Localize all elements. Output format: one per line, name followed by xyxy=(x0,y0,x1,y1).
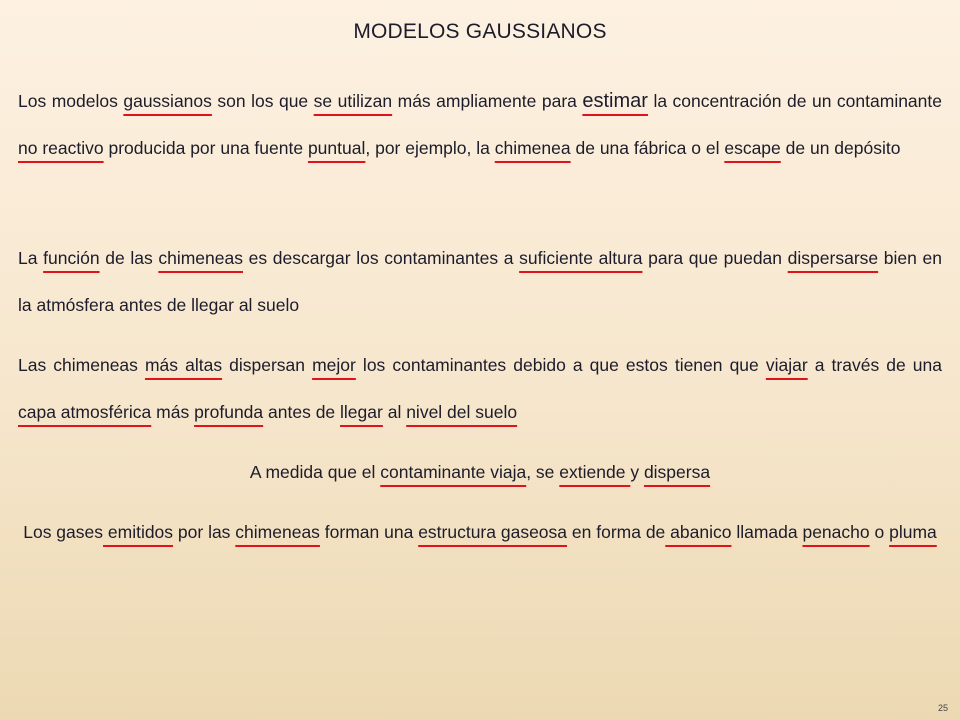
text-segment: , se xyxy=(526,462,560,482)
underlined-term: abanico xyxy=(665,522,732,542)
text-segment: los contaminantes debido a que estos tienen que xyxy=(355,355,766,375)
paragraph-chimney-function xyxy=(18,235,942,328)
underlined-term: no reactivo xyxy=(18,137,104,158)
underlined-term: llegar xyxy=(340,401,383,422)
text-segment: La xyxy=(18,248,44,268)
text-segment: forman una xyxy=(319,522,419,542)
text-segment: y xyxy=(630,462,644,482)
text-segment: antes de xyxy=(263,401,341,422)
underlined-term: nivel del suelo xyxy=(406,401,518,422)
text-segment: por las xyxy=(173,522,236,542)
text-segment: de un depósito xyxy=(780,137,901,158)
underlined-term: mejor xyxy=(312,355,356,375)
text-segment: de las xyxy=(99,248,159,268)
text-segment: Los modelos xyxy=(18,91,124,111)
text-segment: la concentración de un contaminante xyxy=(647,91,942,111)
text-segment: de una fábrica o el xyxy=(570,137,725,158)
text-segment: son los que xyxy=(211,91,314,111)
text-segment: , por ejemplo, la xyxy=(365,137,495,158)
slide-title: MODELOS GAUSSIANOS xyxy=(353,20,607,43)
page-number: 25 xyxy=(937,703,948,713)
underlined-term: gaussianos xyxy=(123,91,212,111)
underlined-term: puntual xyxy=(307,137,366,158)
underlined-term: pluma xyxy=(889,522,937,542)
text-segment: a través de una xyxy=(807,355,942,375)
paragraph-gaussian-models xyxy=(18,78,942,171)
underlined-term: chimeneas xyxy=(235,522,320,542)
text-segment: al xyxy=(382,401,407,422)
text-segment: A medida que el xyxy=(249,462,381,482)
underlined-term: dispersa xyxy=(643,462,711,482)
underlined-term: profunda xyxy=(194,401,264,422)
underlined-term: viajar xyxy=(765,355,808,375)
underlined-term: dispersarse xyxy=(787,248,879,268)
paragraph-taller-chimneys xyxy=(18,342,942,435)
text-segment: más ampliamente para xyxy=(392,91,583,111)
underlined-term: estructura gaseosa xyxy=(418,522,568,542)
underlined-term: estimar xyxy=(582,90,648,112)
underlined-term: capa atmosférica xyxy=(18,401,152,422)
underlined-term: escape xyxy=(724,137,781,158)
text-segment: llamada xyxy=(731,522,803,542)
paragraph-plume xyxy=(18,509,942,556)
text-segment: Las chimeneas xyxy=(18,355,145,375)
underlined-term: penacho xyxy=(802,522,870,542)
underlined-term: chimenea xyxy=(494,137,571,158)
text-segment: o xyxy=(869,522,890,542)
underlined-term: función xyxy=(43,248,100,268)
underlined-term: emitidos xyxy=(103,522,174,542)
text-segment: producida por una fuente xyxy=(103,137,308,158)
text-segment: en forma de xyxy=(567,522,666,542)
text-segment: dispersan xyxy=(222,355,313,375)
underlined-term: suficiente altura xyxy=(519,248,643,268)
underlined-term: se utilizan xyxy=(313,91,393,111)
paragraph-contaminant-travel xyxy=(18,449,942,496)
text-segment: para que puedan xyxy=(642,248,788,268)
underlined-term: extiende xyxy=(559,462,631,482)
underlined-term: chimeneas xyxy=(158,248,243,268)
underlined-term: más altas xyxy=(144,355,223,375)
underlined-term: contaminante viaja xyxy=(380,462,527,482)
text-segment: más xyxy=(151,401,195,422)
text-segment: bien en la atmósfera antes de llegar al suelo xyxy=(18,248,942,315)
text-segment: Los gases xyxy=(23,522,104,542)
text-segment: es descargar los contaminantes a xyxy=(242,248,520,268)
